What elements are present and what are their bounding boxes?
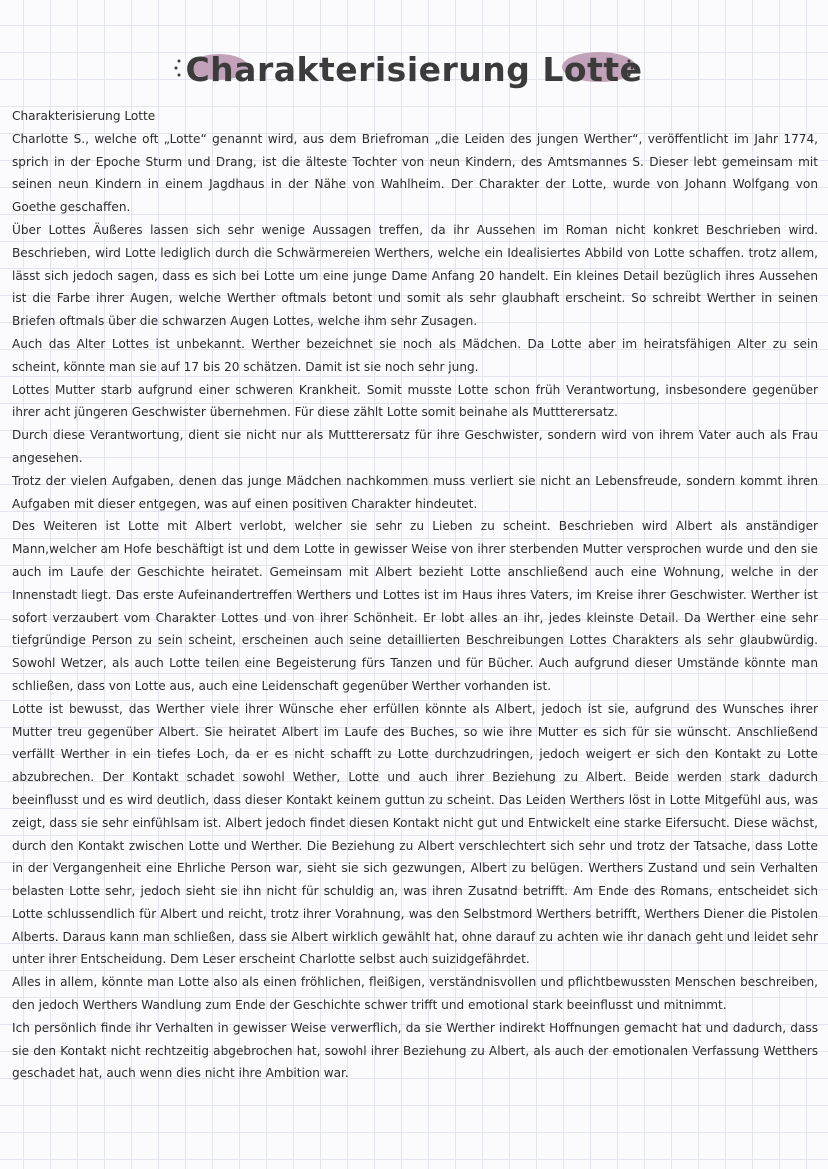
paragraph-conflict: Lotte ist bewusst, das Werther viele ihrer Wünsche eher erfüllen könnte als Albert, jedoch ist sie, aufgrund des Wunsches ihrer Mutter treu gegenüber Albert. Sie heiratet Albert im Laufe des Buches, so wie ihre Mutter es sich für sie wünscht. Anschließend verfällt Werther in ein tiefes Loch, da er es nicht schafft zu Lotte durchzudringen, jedoch weigert er sich den Kontakt zu Lotte abzubrechen. Der Kontakt schadet sowohl Wether, Lotte und auch ihrer Beziehung zu Albert. Beide werden stark dadurch beeinflusst und es wird deutlich, dass dieser Kontakt keinem guttun zu scheint. Das Leiden Werthers löst in Lotte Mitgefühl aus, was zeigt, dass sie sehr einfühlsam ist. Albert jedoch findet diesen Kontakt nicht gut und Entwickelt eine starke Eifersucht. Diese wächst, durch den Kontakt zwischen Lotte und Werther. Die Beziehung zu Albert verschlechtert sich sehr und trotz der Tatsache, dass Lotte in der Vergangenheit eine Ehrliche Person war, sieht sie sich gezwungen, Albert zu belügen. Werthers Zustand und sein Verhalten belasten Lotte sehr, jedoch sieht sie ihn nicht für schuldig an, was ihren Zusatnd betrifft. Am Ende des Romans, entscheidet sich Lotte schlussendlich für Albert und reicht, trotz ihrer Vorahnung, was den Selbstmord Werthers betrifft, Werthers Diener die Pistolen Alberts. Daraus kann man schließen, dass sie Albert wirklich gewählt hat, ohne darauf zu achten wie ihr danach geht und leidet sehr unter ihrer Entscheidung. Dem Leser erscheint Charlotte selbst auch suizidgefährdet. [12,701,818,967]
paragraph-mother: Lottes Mutter starb aufgrund einer schweren Krankheit. Somit musste Lotte schon früh Verantwortung, insbesondere gegenüber ihrer acht jüngeren Geschwister übernehmen. Für diese zählt Lotte somit beinahe als Muttterersatz. [12,382,818,420]
paragraph-joy: Trotz der vielen Aufgaben, denen das junge Mädchen nachkommen muss verliert sie nicht an Lebensfreude, sondern kommt ihren Aufgaben mit dieser entgegen, was auf einen positiven Charakter hindeutet. [12,473,818,511]
document-body [12,105,818,1085]
paragraph-responsibility: Durch diese Verantwortung, dient sie nicht nur als Muttterersatz für ihre Geschwister, sondern wird von ihrem Vater auch als Frau angesehen. [12,428,818,465]
paragraph-intro: Charlotte S., welche oft „Lotte“ genannt wird, aus dem Briefroman „die Leiden des jungen Werther“, veröffentlicht im Jahr 1774, sprich in der Epoche Sturm und Drang, ist die älteste Tochter von neun Kindern, des Amtsmannes S. Dieser lebt gemeinsam mit seinen neun Kindern in einem Jagdhaus in der Nähe von Wahlheim. Der Charakter der Lotte, wurde von Johann Wolfgang von Goethe geschaffen. [12,131,818,215]
paragraph-appearance: Über Lottes Äußeres lassen sich sehr wenige Aussagen treffen, da ihr Aussehen im Roman nicht konkret Beschrieben wird. Beschrieben, wird Lotte lediglich durch die Schwärmereien Werthers, welche ein Idealisiertes Abbild von Lotte schaffen. trotz allem, lässt sich jedoch sagen, dass es sich bei Lotte um eine junge Dame Anfang 20 handelt. Ein kleines Detail bezüglich ihres Aussehen ist die Farbe ihrer Augen, welche Werther oftmals betont und somit als sehr glaubhaft erscheint. So schreibt Werther in seinen Briefen oftmals über die schwarzen Augen Lottes, welche ihm sehr Zusagen. [12,222,818,329]
paragraph-albert: Des Weiteren ist Lotte mit Albert verlobt, welcher sie sehr zu Lieben zu scheint. Beschrieben wird Albert als anständiger Mann,welcher am Hofe beschäftigt ist und dem Lotte in gewisser Weise von ihrer sterbenden Mutter versprochen wurde und den sie auch im Laufe der Geschichte heiratet. Gemeinsam mit Albert bezieht Lotte anschließend auch eine Wohnung, welche in der Innenstadt liegt. Das erste Aufeinandertreffen Werthers und Lottes ist im Haus ihres Vaters, im Kreise ihrer Geschwister. Werther ist sofort verzaubert vom Charakter Lottes und von ihrer Schönheit. Er lobt alles an ihr, jedes kleinste Detail. Da Werther eine sehr tiefgründige Person zu sein scheint, erscheinen auch seine detaillierten Beschreibungen Lottes Charakters als sehr glaubwürdig. Sowohl Wetzer, als auch Lotte teilen eine Begeisterung fürs Tanzen und für Bücher. Auch aufgrund dieser Umstände könnte man schließen, dass von Lotte aus, auch eine Leidenschaft gegenüber Werther vorhanden ist. [12,519,818,693]
title-banner [0,38,828,108]
paragraph-opinion: Ich persönlich finde ihr Verhalten in gewisser Weise verwerflich, da sie Werther indirekt Hoffnungen gemacht hat und dadurch, dass sie den Kontakt nicht rechtzeitig abgebrochen hat, sowohl ihrer Beziehung zu Albert, als auch der emotionalen Verfassung Wetthers geschadet hat, auch wenn dies nicht ihre Ambition war. [12,1020,818,1081]
subheading: Charakterisierung Lotte [12,109,156,123]
page-title: Charakterisierung Lotte [185,50,643,89]
paragraph-summary: Alles in allem, könnte man Lotte also als einen fröhlichen, fleißigen, verständnisvollen und pflichtbewussten Menschen beschreiben, den jedoch Werthers Wandlung zum Ende der Geschichte schwer trifft und emotional stark beeinflusst und mitnimmt. [12,975,818,1013]
paragraph-age: Auch das Alter Lottes ist unbekannt. Werther bezeichnet sie noch als Mädchen. Da Lotte aber im heiratsfähigen Alter zu sein scheint, könnte man sie auf 17 bis 20 schätzen. Damit ist sie noch sehr jung. [12,336,818,374]
